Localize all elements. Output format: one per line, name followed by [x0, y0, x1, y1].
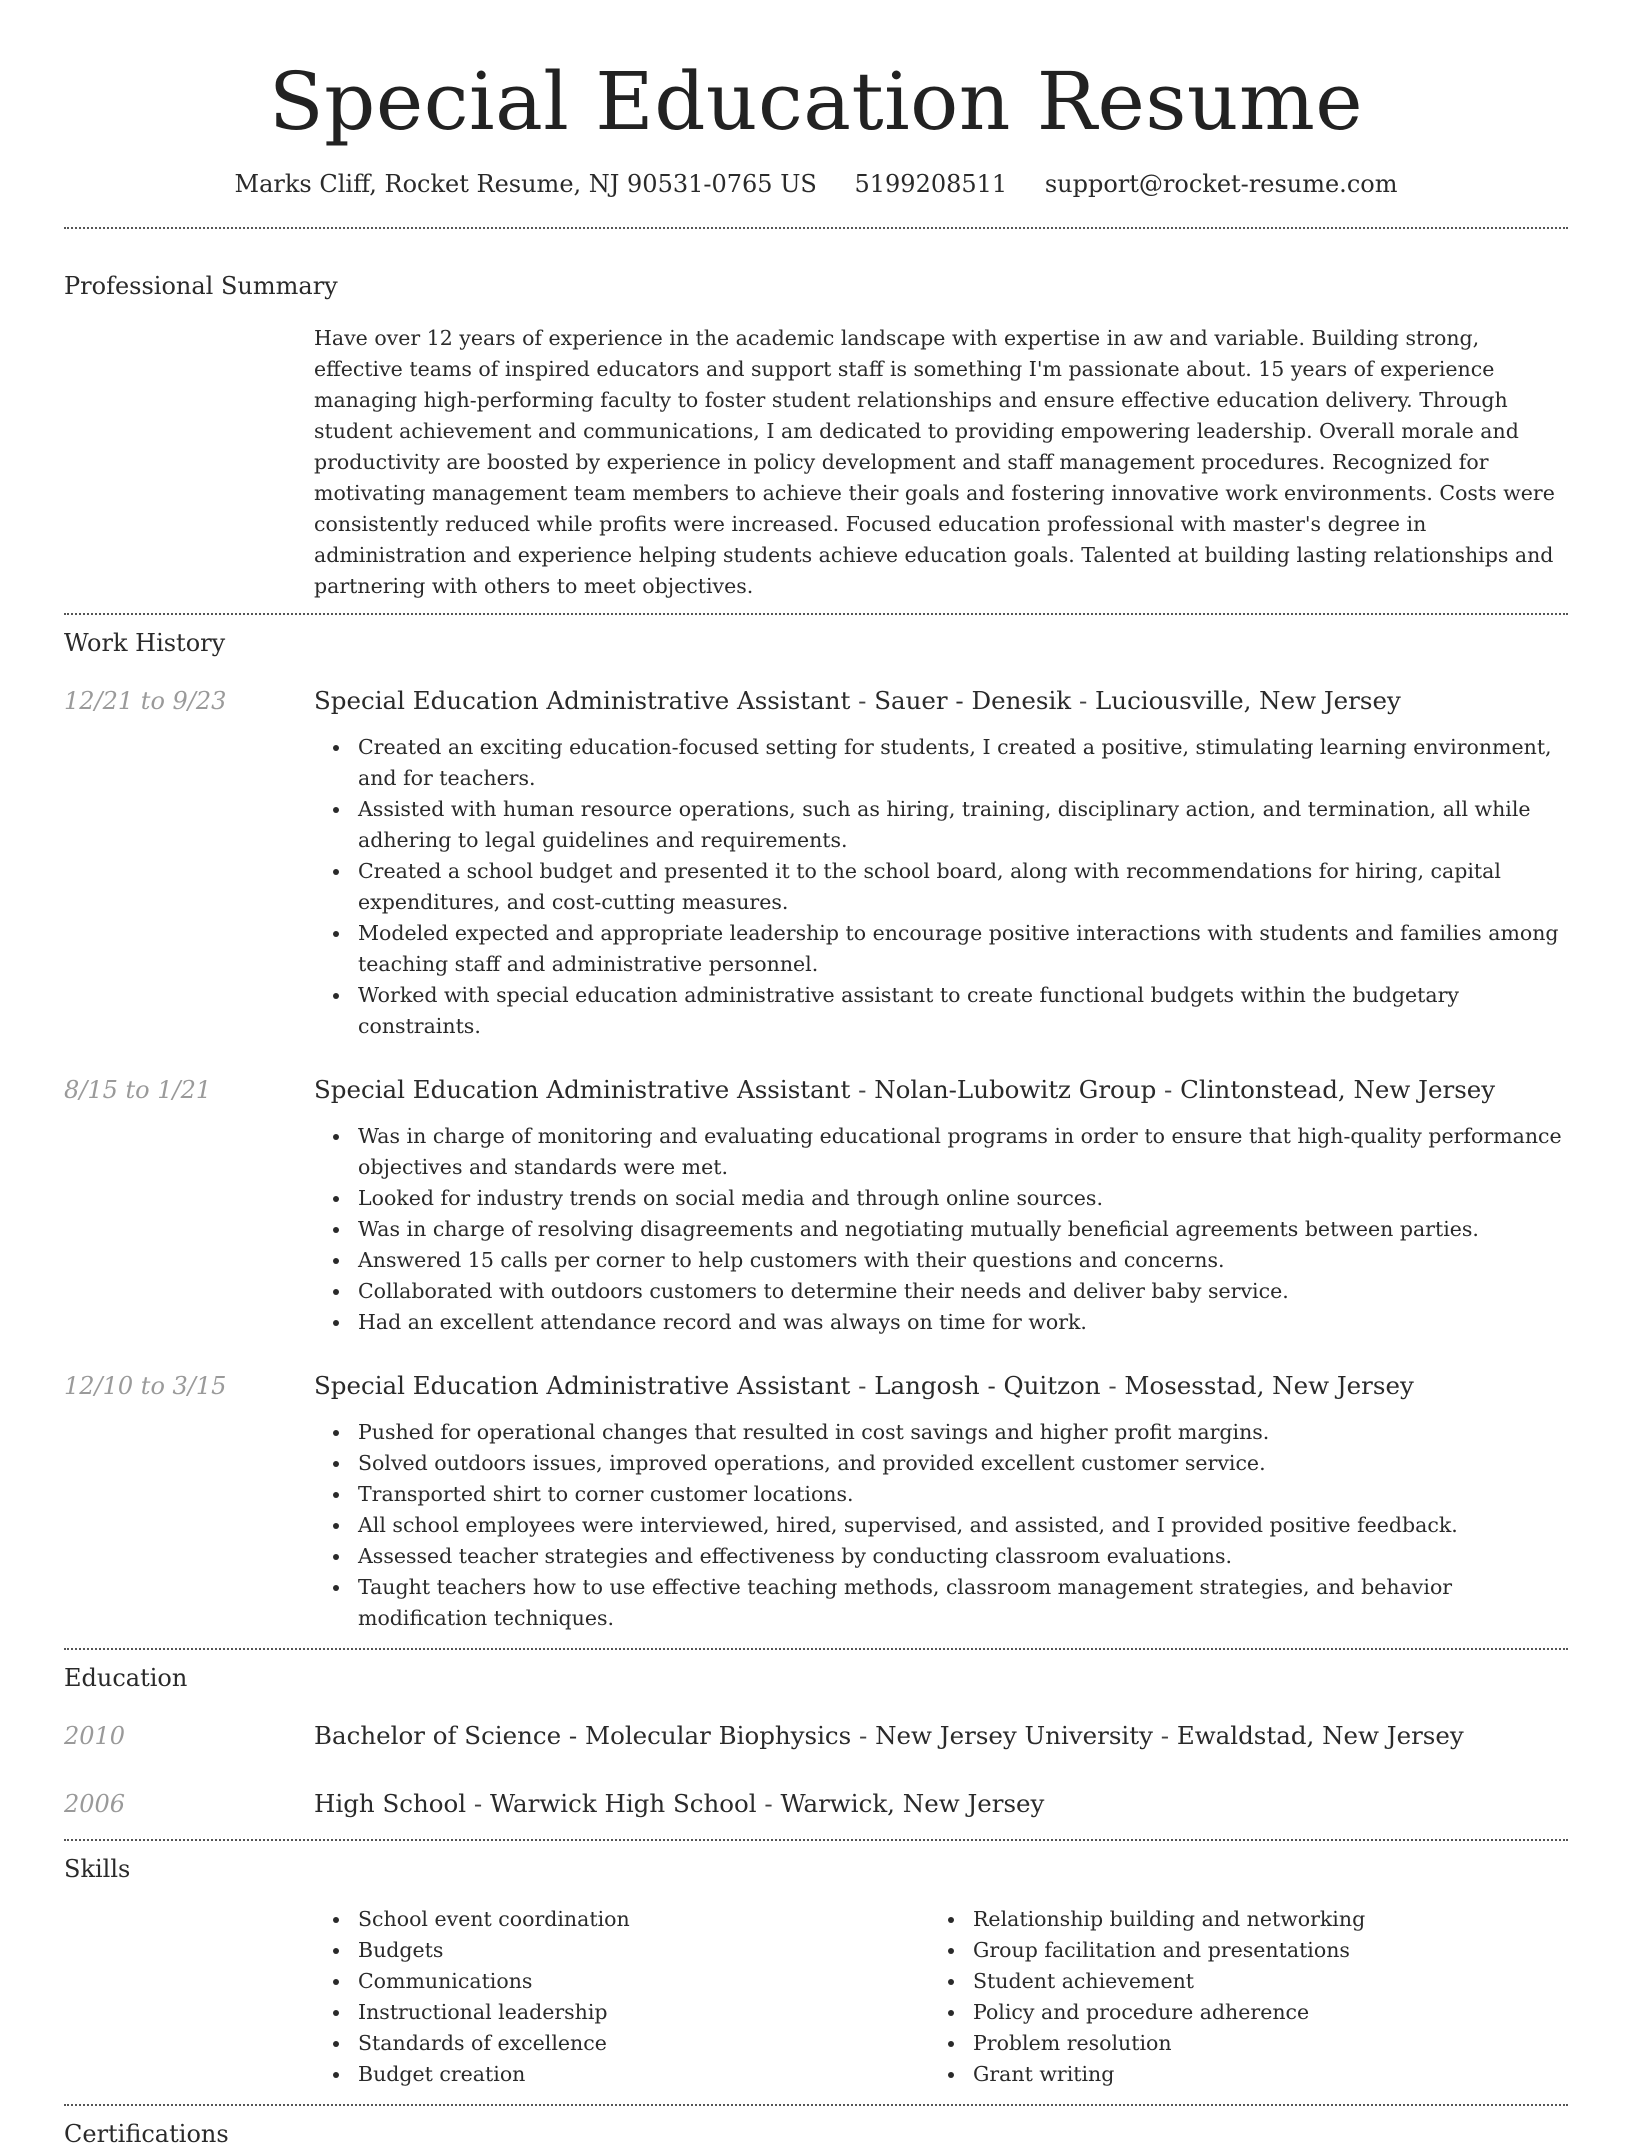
- divider: [64, 613, 1568, 615]
- list-item: Assisted with human resource operations, such as hiring, training, disciplinary action, and termination, all while adhering to legal guidelines and requirements.: [358, 794, 1568, 856]
- work-section: [64, 626, 1568, 1634]
- education-location: Ewaldstad, New Jersey: [1176, 1721, 1464, 1750]
- separator: -: [858, 686, 867, 715]
- job-bullets: [314, 1121, 1568, 1338]
- contact-line: [64, 164, 1568, 204]
- skill-item: Budget creation: [358, 2059, 929, 2090]
- separator: -: [1164, 1075, 1173, 1104]
- job-title: Special Education Administrative Assistant: [314, 1371, 851, 1400]
- skills-section: [64, 1852, 1568, 2090]
- skill-item: Group facilitation and presentations: [973, 1935, 1544, 1966]
- skill-item: School event coordination: [358, 1904, 929, 1935]
- section-title-skills: Skills: [64, 1855, 131, 1883]
- job-dates: 8/15 to 1/21: [64, 1076, 212, 1104]
- list-item: Taught teachers how to use effective teaching methods, classroom management strategies, and behavior modification techniques.: [358, 1572, 1568, 1634]
- skills-list-left: [314, 1904, 929, 2090]
- separator: -: [859, 1721, 868, 1750]
- education-location: Warwick, New Jersey: [780, 1789, 1045, 1818]
- separator: -: [473, 1789, 483, 1818]
- contact-phone: 5199208511: [854, 170, 1008, 198]
- list-item: Solved outdoors issues, improved operations, and provided excellent customer service.: [358, 1448, 1568, 1479]
- job-bullets: [314, 1417, 1568, 1634]
- skill-item: Budgets: [358, 1935, 929, 1966]
- divider: [64, 2104, 1568, 2106]
- job-location: Luciousville, New Jersey: [1095, 686, 1401, 715]
- education-heading: [314, 1719, 1568, 1753]
- job-entry: [64, 1073, 1568, 1338]
- list-item: Worked with special education administrative assistant to create functional budgets within the budgetary constraints.: [358, 980, 1568, 1042]
- job-company: Sauer - Denesik: [874, 686, 1072, 715]
- divider: [64, 1648, 1568, 1650]
- education-year: 2010: [64, 1722, 126, 1750]
- skill-item: Communications: [358, 1966, 929, 1997]
- job-title: Special Education Administrative Assistant: [314, 1075, 851, 1104]
- job-heading: [314, 684, 1568, 718]
- skill-item: Instructional leadership: [358, 1997, 929, 2028]
- resume-title: Special Education Resume: [268, 55, 1364, 148]
- job-dates: 12/21 to 9/23: [64, 687, 227, 715]
- education-degree: High School: [314, 1789, 467, 1818]
- education-year: 2006: [64, 1790, 126, 1818]
- job-bullets: [314, 732, 1568, 1042]
- job-entry: [64, 1369, 1568, 1634]
- list-item: Looked for industry trends on social media and through online sources.: [358, 1183, 1568, 1214]
- separator: -: [858, 1371, 867, 1400]
- list-item: Pushed for operational changes that resulted in cost savings and higher profit margins.: [358, 1417, 1568, 1448]
- education-heading: [314, 1787, 1568, 1821]
- list-item: Created a school budget and presented it to the school board, along with recommendations for hiring, capital expenditures, and cost-cutting measures.: [358, 856, 1568, 918]
- list-item: Modeled expected and appropriate leadership to encourage positive interactions with students and families among teaching staff and administrative personnel.: [358, 918, 1568, 980]
- education-section: [64, 1661, 1568, 1821]
- contact-address: Marks Cliff, Rocket Resume, NJ 90531-0765 US: [234, 170, 817, 198]
- list-item: Answered 15 calls per corner to help customers with their questions and concerns.: [358, 1245, 1568, 1276]
- job-entry: [64, 684, 1568, 1042]
- separator: -: [1078, 686, 1088, 715]
- job-company: Nolan-Lubowitz Group: [874, 1075, 1157, 1104]
- skill-item: Student achievement: [973, 1966, 1544, 1997]
- education-degree: Bachelor of Science - Molecular Biophysics: [314, 1721, 852, 1750]
- job-heading: [314, 1369, 1568, 1403]
- education-school: New Jersey University: [875, 1721, 1153, 1750]
- separator: -: [1160, 1721, 1170, 1750]
- section-title-summary: Professional Summary: [64, 272, 338, 300]
- summary-section: [64, 269, 1568, 602]
- job-location: Clintonstead, New Jersey: [1180, 1075, 1496, 1104]
- section-title-certifications: Certifications: [64, 2120, 229, 2148]
- separator: -: [1108, 1371, 1117, 1400]
- certifications-section: [64, 2117, 1568, 2151]
- contact-email: support@rocket-resume.com: [1044, 170, 1398, 198]
- list-item: All school employees were interviewed, hired, supervised, and assisted, and I provided positive feedback.: [358, 1510, 1568, 1541]
- skills-columns: [314, 1904, 1568, 2090]
- list-item: Collaborated with outdoors customers to determine their needs and deliver baby service.: [358, 1276, 1568, 1307]
- separator: -: [858, 1075, 867, 1104]
- divider: [64, 227, 1568, 229]
- job-heading: [314, 1073, 1568, 1107]
- job-location: Mosesstad, New Jersey: [1124, 1371, 1414, 1400]
- list-item: Had an excellent attendance record and was always on time for work.: [358, 1307, 1568, 1338]
- education-school: Warwick High School: [489, 1789, 757, 1818]
- summary-text: Have over 12 years of experience in the academic landscape with expertise in aw and variable. Building strong, effective teams of inspired educators and support staff is something I'm passionate about. 15 years of experience managing high-performing faculty to foster student relationships and ensure effective education delivery. Through student achievement and communications, I am dedicated to providing empowering leadership. Overall morale and productivity are boosted by experience in policy development and staff management procedures. Recognized for motivating management team members to achieve their goals and fostering innovative work environments. Costs were consistently reduced while profits were increased. Focused education professional with master's degree in administration and experience helping students achieve education goals. Talented at building lasting relationships and partnering with others to meet objectives.: [314, 326, 1555, 598]
- job-company: Langosh - Quitzon: [874, 1371, 1101, 1400]
- section-title-education: Education: [64, 1664, 188, 1692]
- skill-item: Standards of excellence: [358, 2028, 929, 2059]
- resume-page: [64, 0, 1568, 2151]
- education-entry: [64, 1787, 1568, 1821]
- list-item: Created an exciting education-focused setting for students, I created a positive, stimulating learning environment, and for teachers.: [358, 732, 1568, 794]
- list-item: Transported shirt to corner customer locations.: [358, 1479, 1568, 1510]
- job-dates: 12/10 to 3/15: [64, 1372, 227, 1400]
- skills-list-right: [929, 1904, 1544, 2090]
- job-title: Special Education Administrative Assistant: [314, 686, 851, 715]
- education-entry: [64, 1719, 1568, 1753]
- skill-item: Grant writing: [973, 2059, 1544, 2090]
- section-title-work: Work History: [64, 629, 226, 657]
- list-item: Was in charge of monitoring and evaluating educational programs in order to ensure that high-quality performance objectives and standards were met.: [358, 1121, 1568, 1183]
- list-item: Assessed teacher strategies and effectiveness by conducting classroom evaluations.: [358, 1541, 1568, 1572]
- skill-item: Relationship building and networking: [973, 1904, 1544, 1935]
- separator: -: [764, 1789, 773, 1818]
- skill-item: Problem resolution: [973, 2028, 1544, 2059]
- divider: [64, 1839, 1568, 1841]
- list-item: Was in charge of resolving disagreements and negotiating mutually beneficial agreements between parties.: [358, 1214, 1568, 1245]
- skill-item: Policy and procedure adherence: [973, 1997, 1544, 2028]
